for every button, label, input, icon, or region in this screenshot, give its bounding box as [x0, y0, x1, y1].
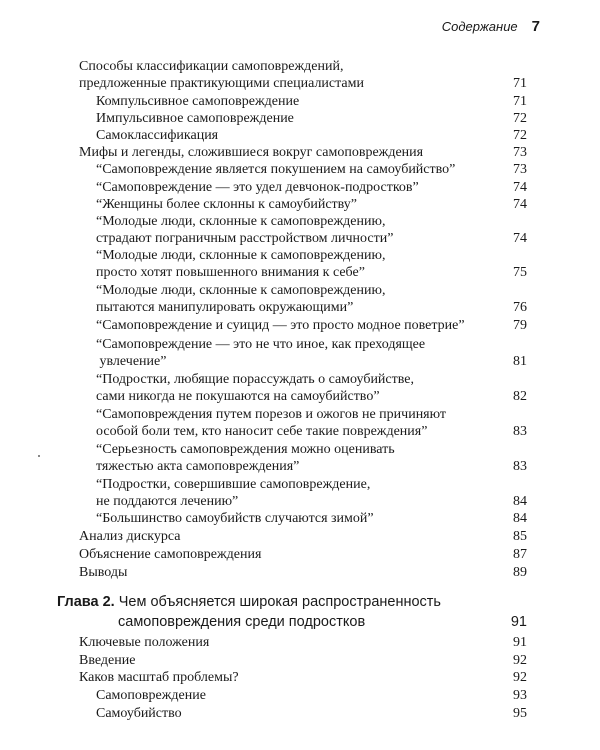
toc-entry-line: просто хотят повышенного внимания к себе”: [96, 265, 365, 280]
toc-page-number: 74: [513, 231, 527, 246]
scan-speck: [38, 455, 40, 457]
toc-page-number: 74: [513, 197, 527, 212]
toc-page-number: 73: [513, 145, 527, 160]
toc-page-number: 87: [513, 547, 527, 562]
toc-entry-line: Мифы и легенды, сложившиеся вокруг самоповреждения: [79, 145, 424, 160]
toc-entry: [79, 652, 479, 669]
toc-page-number: 89: [513, 565, 527, 580]
toc-page-number: 91: [513, 635, 527, 650]
toc-entry-line: “Самоповреждение — это не что иное, как преходящее: [96, 337, 426, 352]
toc-page-number: 92: [513, 670, 527, 685]
toc-entry: [96, 247, 496, 281]
toc-entry-line: Введение: [79, 653, 136, 668]
chapter-heading: [57, 592, 517, 632]
toc-page-number: 84: [513, 494, 527, 509]
toc-entry: [96, 476, 496, 510]
toc-entry: [79, 669, 479, 686]
toc-entry-line: Способы классификации самоповреждений,: [79, 59, 344, 74]
toc-page-number: 74: [513, 180, 527, 195]
toc-entry: [96, 179, 496, 196]
toc-entry: [96, 93, 496, 110]
toc-page-number: 71: [513, 94, 527, 109]
toc-entry-line: Импульсивное самоповреждение: [96, 111, 294, 126]
toc-page-number: 76: [513, 300, 527, 315]
toc-page-number: 72: [513, 111, 527, 126]
toc-entry-line: “Молодые люди, склонные к самоповреждению,: [96, 214, 386, 229]
toc-entry-line: не поддаются лечению”: [96, 494, 239, 509]
toc-entry-line: Самоповреждение: [96, 688, 206, 703]
toc-entry: [96, 161, 496, 178]
toc-entry: [96, 127, 496, 144]
toc-page-number: 83: [513, 459, 527, 474]
toc-entry-line: Самоубийство: [96, 706, 182, 721]
toc-entry: [96, 213, 496, 247]
toc-entry: [96, 705, 496, 722]
toc-entry-line: тяжестью акта самоповреждения”: [96, 459, 300, 474]
toc-entry: [96, 196, 496, 213]
toc-page-number: 72: [513, 128, 527, 143]
toc-entry-line: Самоклассификация: [96, 128, 219, 143]
toc-entry-line: сами никогда не покушаются на самоубийство”: [96, 389, 380, 404]
toc-entry: [96, 687, 496, 704]
toc-page-number: 81: [513, 354, 527, 369]
toc-entry-line: Выводы: [79, 565, 128, 580]
toc-entry-line: Компульсивное самоповреждение: [96, 94, 300, 109]
toc-entry-line: Ключевые положения: [79, 635, 210, 650]
toc-entry-line: “Подростки, любящие порассуждать о самоубийстве,: [96, 372, 415, 387]
toc-entry: [79, 634, 479, 651]
toc-entry-line: Объяснение самоповреждения: [79, 547, 262, 562]
toc-entry: [79, 546, 479, 563]
toc-entry-line: увлечение”: [96, 354, 167, 369]
toc-page-number: 71: [513, 76, 527, 91]
toc-entry-line: Каков масштаб проблемы?: [79, 670, 239, 685]
toc-entry: [96, 441, 496, 475]
toc-entry: [96, 317, 516, 334]
toc-entry-line: особой боли тем, кто наносит себе такие повреждения”: [96, 424, 428, 439]
toc-entry: [79, 58, 479, 92]
toc-page-number: 82: [513, 389, 527, 404]
toc-entry: [96, 510, 496, 527]
toc-entry: [96, 406, 516, 440]
running-header: [442, 18, 540, 35]
toc-entry-line: пытаются манипулировать окружающими”: [96, 300, 354, 315]
toc-entry-line: страдают пограничным расстройством личности”: [96, 231, 394, 246]
chapter-label: Глава 2.: [57, 594, 115, 610]
toc-entry-line: “Женщины более склонны к самоубийству”: [96, 197, 357, 212]
toc-page-number: 75: [513, 265, 527, 280]
toc-entry-line: “Молодые люди, склонные к самоповреждению,: [96, 283, 386, 298]
toc-page-number: 73: [513, 162, 527, 177]
toc-entry: [79, 144, 479, 161]
chapter-title-line: самоповреждения среди подростков: [118, 614, 366, 630]
toc-page-number: 85: [513, 529, 527, 544]
toc-entry: [79, 528, 479, 545]
running-header-title: Содержание: [441, 19, 518, 34]
chapter-title-line: Чем объясняется широкая распространенность: [118, 594, 441, 610]
chapter-page-number: 91: [510, 614, 527, 630]
toc-entry-line: “Молодые люди, склонные к самоповреждению,: [96, 248, 386, 263]
toc-entry: [96, 110, 496, 127]
toc-entry: [96, 282, 496, 316]
toc-entry-line: “Самоповреждение является покушением на самоубийство”: [96, 162, 456, 177]
toc-entry-line: Анализ дискурса: [79, 529, 181, 544]
toc-entry-line: “Самоповреждения путем порезов и ожогов не причиняют: [96, 407, 447, 422]
toc-entry-line: “Большинство самоубийств случаются зимой”: [96, 511, 374, 526]
toc-page-number: 93: [513, 688, 527, 703]
toc-entry: [79, 564, 479, 581]
toc-page-number: 84: [513, 511, 527, 526]
toc-entry: [96, 371, 496, 405]
toc-page-number: 95: [513, 706, 527, 721]
toc-entry-line: “Самоповреждение и суицид — это просто модное поветрие”: [96, 318, 465, 333]
toc-entry: [96, 336, 496, 370]
page-number: 7: [531, 18, 540, 35]
toc-entry-line: “Серьезность самоповреждения можно оценивать: [96, 442, 395, 457]
toc-page-number: 83: [513, 424, 527, 439]
toc-entry-line: предложенные практикующими специалистами: [79, 76, 364, 91]
toc-page-number: 92: [513, 653, 527, 668]
toc-entry-line: “Самоповреждение — это удел девчонок-подростков”: [96, 180, 419, 195]
toc-entry-line: “Подростки, совершившие самоповреждение,: [96, 477, 371, 492]
toc-page-number: 79: [513, 318, 527, 333]
